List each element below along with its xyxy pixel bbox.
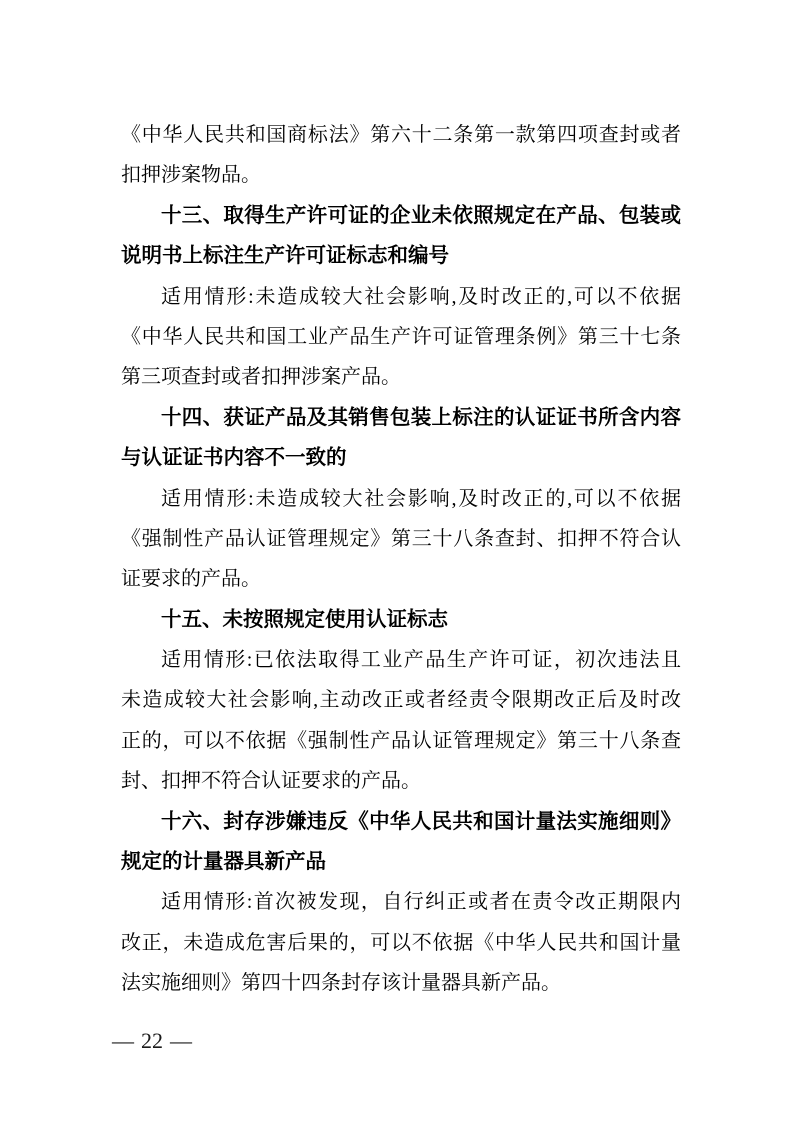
text-line: 《中华人民共和国商标法》第六十二条第一款第四项查封或者: [121, 124, 681, 146]
text-line: 改正，未造成危害后果的，可以不依据《中华人民共和国计量: [121, 931, 681, 954]
heading-line: 十三、取得生产许可证的企业未依照规定在产品、包装或: [161, 203, 681, 227]
page-number: 22: [141, 1028, 163, 1053]
section-heading-16: [121, 802, 681, 883]
text-line: 《中华人民共和国工业产品生产许可证管理条例》第三十七条: [121, 325, 681, 348]
heading-line: 规定的计量器具新产品: [121, 850, 326, 874]
section-heading-13: [121, 196, 681, 277]
text-line: 适用情形:首次被发现，自行纠正或者在责令改正期限内: [161, 891, 681, 914]
document-body: [121, 115, 681, 1004]
page-footer: [112, 1028, 192, 1054]
text-line: 适用情形:未造成较大社会影响,及时改正的,可以不依据: [161, 285, 681, 308]
text-line: 第三项查封或者扣押涉案产品。: [121, 366, 401, 389]
text-line: 封、扣押不符合认证要求的产品。: [121, 770, 421, 793]
paragraph-continuation: [121, 115, 681, 196]
section-body-16: [121, 882, 681, 1003]
text-line: 适用情形:未造成较大社会影响,及时改正的,可以不依据: [161, 487, 681, 510]
text-line: 未造成较大社会影响,主动改正或者经责令限期改正后及时改: [121, 689, 681, 712]
heading-line: 与认证证书内容不一致的: [121, 446, 347, 470]
footer-dash-left: —: [112, 1028, 134, 1053]
heading-line: 说明书上标注生产许可证标志和编号: [121, 244, 449, 268]
text-line: 证要求的产品。: [121, 568, 261, 591]
section-body-14: [121, 479, 681, 600]
heading-line: 十四、获证产品及其销售包装上标注的认证证书所含内容: [161, 405, 681, 429]
text-line: 扣押涉案物品。: [121, 164, 261, 187]
text-line: 适用情形:已依法取得工业产品生产许可证，初次违法且: [161, 649, 681, 672]
text-line: 法实施细则》第四十四条封存该计量器具新产品。: [121, 972, 561, 995]
section-heading-14: [121, 398, 681, 479]
heading-line: 十六、封存涉嫌违反《中华人民共和国计量法实施细则》: [161, 809, 681, 833]
heading-line: 十五、未按照规定使用认证标志: [161, 607, 448, 631]
section-body-15: [121, 640, 681, 802]
section-body-13: [121, 277, 681, 398]
text-line: 《强制性产品认证管理规定》第三十八条查封、扣押不符合认: [121, 527, 681, 550]
footer-dash-right: —: [170, 1028, 192, 1053]
text-line: 正的，可以不依据《强制性产品认证管理规定》第三十八条查: [121, 729, 681, 752]
section-heading-15: [121, 600, 681, 640]
